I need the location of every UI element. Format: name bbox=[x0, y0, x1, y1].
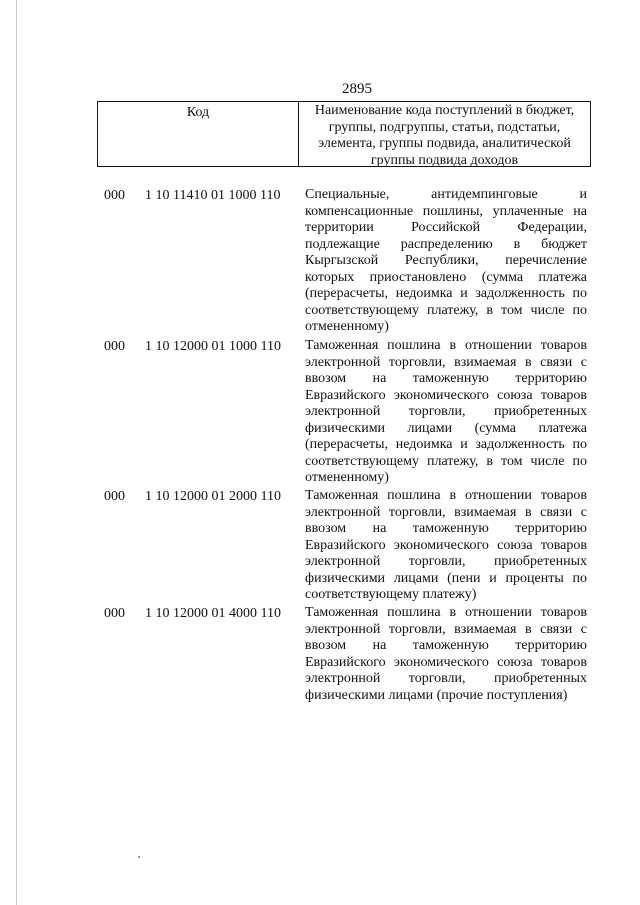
income-code: 1 10 12000 01 4000 110 bbox=[145, 606, 281, 621]
income-code: 1 10 12000 01 2000 110 bbox=[145, 489, 281, 504]
income-description: Специальные, антидемпинговые и компенсационные пошлины, уплаченные на территории Российской Федерации, подлежащие распределению в бюджет Кыргызской Республики, перечисление которых приостановлено (сумма платежа (перерасчеты, недоимка и задолженность по соответствующему платежу, в том числе по отмененному) bbox=[305, 187, 587, 335]
page-edge-line bbox=[16, 0, 17, 905]
header-name-cell: Наименование кода поступлений в бюджет, группы, подгруппы, статьи, подстатьи, элемента, группы подвида, аналитической группы подвида доходов bbox=[314, 103, 575, 168]
header-code-cell: Код bbox=[98, 102, 299, 166]
income-description: Таможенная пошлина в отношении товаров электронной торговли, взимаемая в связи с ввозом на таможенную территорию Евразийского экономического союза товаров электронной торговли, приобретенных физическими лицами (прочие поступления) bbox=[305, 605, 587, 703]
income-code: 1 10 11410 01 1000 110 bbox=[145, 188, 281, 203]
income-description: Таможенная пошлина в отношении товаров электронной торговли, взимаемая в связи с ввозом на таможенную территорию Евразийского экономического союза товаров электронной торговли, приобретенных физическими лицами (сумма платежа (перерасчеты, недоимка и задолженность по соответствующему платежу, в том числе по отмененному) bbox=[305, 338, 587, 486]
income-code: 1 10 12000 01 1000 110 bbox=[145, 339, 281, 354]
table-header bbox=[97, 101, 591, 167]
scan-speck bbox=[138, 856, 140, 858]
admin-code: 000 bbox=[104, 339, 125, 354]
income-description: Таможенная пошлина в отношении товаров электронной торговли, взимаемая в связи с ввозом на таможенную территорию Евразийского экономического союза товаров электронной торговли, приобретенных физическими лицами (пени и проценты по соответствующему платежу) bbox=[305, 488, 587, 603]
admin-code: 000 bbox=[104, 188, 125, 203]
page-number: 2895 bbox=[342, 81, 372, 97]
admin-code: 000 bbox=[104, 489, 125, 504]
admin-code: 000 bbox=[104, 606, 125, 621]
